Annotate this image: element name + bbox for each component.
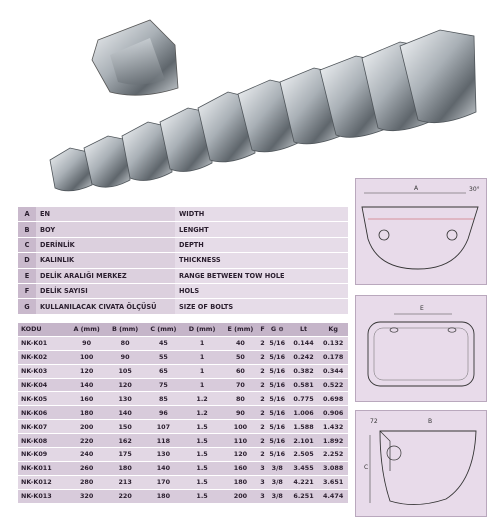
spec-cell: 110: [222, 434, 260, 448]
spec-cell: 3/8: [266, 475, 289, 489]
legend-key: A: [18, 207, 36, 222]
col-header: G ⊖: [266, 323, 289, 336]
spec-cell: 220: [67, 434, 106, 448]
col-header: KODU: [18, 323, 67, 336]
spec-cell: 0.906: [318, 406, 348, 420]
spec-cell: 240: [67, 448, 106, 462]
spec-cell: 1.432: [318, 420, 348, 434]
col-header: D (mm): [183, 323, 222, 336]
spec-cell: 120: [106, 378, 144, 392]
section-view-svg: [356, 411, 486, 516]
col-header: F: [259, 323, 266, 336]
spec-cell: 130: [106, 392, 144, 406]
spec-cell: 1.5: [183, 475, 222, 489]
spec-cell: 80: [106, 336, 144, 350]
spec-row: [18, 378, 348, 392]
spec-cell: 0.242: [289, 350, 319, 364]
spec-cell: 90: [222, 406, 260, 420]
product-code-cell: NK-K013: [18, 489, 67, 503]
spec-cell: 0.698: [318, 392, 348, 406]
legend-table: [18, 207, 348, 315]
spec-cell: 2.252: [318, 448, 348, 462]
legend-tr: DELİK ARALIĞI MERKEZ: [36, 268, 175, 283]
spec-cell: 70: [222, 378, 260, 392]
label-angle: 30°: [469, 186, 480, 193]
legend-row: [18, 283, 348, 298]
product-code-cell: NK-K011: [18, 461, 67, 475]
side-view-svg: [356, 179, 486, 284]
spec-cell: 160: [67, 392, 106, 406]
spec-cell: 0.382: [289, 364, 319, 378]
product-code-cell: NK-K04: [18, 378, 67, 392]
spec-cell: 5/16: [266, 350, 289, 364]
col-header: Lt: [289, 323, 319, 336]
spec-cell: 2: [259, 448, 266, 462]
spec-cell: 5/16: [266, 364, 289, 378]
legend-key: F: [18, 283, 36, 298]
legend-key: E: [18, 268, 36, 283]
col-header: A (mm): [67, 323, 106, 336]
spec-cell: 3.088: [318, 461, 348, 475]
spec-cell: 50: [222, 350, 260, 364]
spec-row: [18, 489, 348, 503]
product-code-cell: NK-K02: [18, 350, 67, 364]
spec-row: [18, 434, 348, 448]
spec-cell: 85: [144, 392, 182, 406]
spec-cell: 107: [144, 420, 182, 434]
drawing-section-view: [355, 410, 487, 517]
spec-cell: 1.588: [289, 420, 319, 434]
legend-en: HOLS: [175, 283, 348, 298]
spec-cell: 160: [222, 461, 260, 475]
legend-tr: KULLANILACAK CIVATA ÖLÇÜSÜ: [36, 299, 175, 314]
spec-cell: 3: [259, 461, 266, 475]
spec-cell: 40: [222, 336, 260, 350]
spec-cell: 0.132: [318, 336, 348, 350]
spec-cell: 100: [67, 350, 106, 364]
top-view-svg: [356, 296, 486, 401]
product-code-cell: NK-K03: [18, 364, 67, 378]
spec-cell: 1: [183, 364, 222, 378]
spec-row: [18, 461, 348, 475]
spec-cell: 0.344: [318, 364, 348, 378]
spec-cell: 5/16: [266, 392, 289, 406]
legend-en: SIZE OF BOLTS: [175, 299, 348, 314]
spec-cell: 5/16: [266, 434, 289, 448]
legend-tr: DERİNLİK: [36, 237, 175, 252]
spec-cell: 2: [259, 350, 266, 364]
spec-cell: 2: [259, 336, 266, 350]
spec-cell: 3.651: [318, 475, 348, 489]
legend-key: B: [18, 222, 36, 237]
spec-cell: 5/16: [266, 420, 289, 434]
spec-cell: 5/16: [266, 378, 289, 392]
spec-cell: 140: [67, 378, 106, 392]
drawing-side-view: [355, 178, 487, 285]
spec-cell: 3/8: [266, 489, 289, 503]
spec-cell: 0.178: [318, 350, 348, 364]
spec-cell: 0.522: [318, 378, 348, 392]
spec-cell: 5/16: [266, 448, 289, 462]
spec-cell: 1.892: [318, 434, 348, 448]
spec-cell: 140: [106, 406, 144, 420]
product-code-cell: NK-K01: [18, 336, 67, 350]
spec-cell: 4.474: [318, 489, 348, 503]
spec-table: [18, 323, 348, 504]
label-72: 72: [370, 418, 378, 425]
spec-cell: 2.505: [289, 448, 319, 462]
spec-cell: 1.5: [183, 420, 222, 434]
legend-row: [18, 299, 348, 314]
spec-cell: 60: [222, 364, 260, 378]
spec-cell: 2: [259, 392, 266, 406]
spec-row: [18, 475, 348, 489]
product-photo: [0, 0, 500, 200]
spec-cell: 3.455: [289, 461, 319, 475]
label-e: E: [420, 305, 424, 312]
spec-cell: 2: [259, 420, 266, 434]
col-header: C (mm): [144, 323, 182, 336]
spec-cell: 45: [144, 336, 182, 350]
legend-tr: KALINLIK: [36, 253, 175, 268]
spec-cell: 280: [67, 475, 106, 489]
spec-cell: 6.251: [289, 489, 319, 503]
product-code-cell: NK-K07: [18, 420, 67, 434]
spec-cell: 100: [222, 420, 260, 434]
spec-row: [18, 392, 348, 406]
legend-en: THICKNESS: [175, 253, 348, 268]
spec-cell: 5/16: [266, 336, 289, 350]
spec-cell: 120: [67, 364, 106, 378]
legend-en: RANGE BETWEEN TOW HOLE: [175, 268, 348, 283]
spec-cell: 2: [259, 406, 266, 420]
spec-cell: 3: [259, 475, 266, 489]
legend-tr: EN: [36, 207, 175, 222]
spec-cell: 320: [67, 489, 106, 503]
spec-cell: 118: [144, 434, 182, 448]
spec-cell: 120: [222, 448, 260, 462]
legend-tr: BOY: [36, 222, 175, 237]
spec-cell: 1.2: [183, 392, 222, 406]
spec-cell: 1.2: [183, 406, 222, 420]
spec-cell: 180: [67, 406, 106, 420]
spec-cell: 2: [259, 364, 266, 378]
spec-cell: 0.775: [289, 392, 319, 406]
spec-cell: 3: [259, 489, 266, 503]
spec-cell: 180: [106, 461, 144, 475]
spec-cell: 55: [144, 350, 182, 364]
spec-row: [18, 336, 348, 350]
label-b: B: [428, 418, 433, 425]
spec-header-row: [18, 323, 348, 336]
spec-cell: 1.5: [183, 434, 222, 448]
corner-piece-large: [92, 20, 178, 95]
spec-cell: 200: [67, 420, 106, 434]
drawing-top-view: [355, 295, 487, 402]
spec-cell: 2.101: [289, 434, 319, 448]
spec-cell: 150: [106, 420, 144, 434]
spec-cell: 75: [144, 378, 182, 392]
legend-row: [18, 207, 348, 222]
spec-cell: 1.5: [183, 489, 222, 503]
spec-cell: 260: [67, 461, 106, 475]
spec-row: [18, 350, 348, 364]
col-header: Kg: [318, 323, 348, 336]
spec-cell: 90: [106, 350, 144, 364]
legend-row: [18, 253, 348, 268]
legend-row: [18, 222, 348, 237]
legend-key: G: [18, 299, 36, 314]
legend-tr: DELİK SAYISI: [36, 283, 175, 298]
legend-en: WIDTH: [175, 207, 348, 222]
spec-cell: 1: [183, 350, 222, 364]
spec-cell: 65: [144, 364, 182, 378]
spec-cell: 4.221: [289, 475, 319, 489]
spec-cell: 5/16: [266, 406, 289, 420]
label-a: A: [414, 185, 419, 192]
spec-row: [18, 420, 348, 434]
spec-cell: 180: [222, 475, 260, 489]
spec-cell: 2: [259, 434, 266, 448]
spec-cell: 162: [106, 434, 144, 448]
product-code-cell: NK-K06: [18, 406, 67, 420]
spec-cell: 0.144: [289, 336, 319, 350]
spec-cell: 175: [106, 448, 144, 462]
spec-cell: 1.006: [289, 406, 319, 420]
legend-row: [18, 237, 348, 252]
col-header: B (mm): [106, 323, 144, 336]
product-code-cell: NK-K08: [18, 434, 67, 448]
legend-en: DEPTH: [175, 237, 348, 252]
legend-key: D: [18, 253, 36, 268]
spec-cell: 2: [259, 378, 266, 392]
label-c: C: [364, 464, 369, 471]
spec-cell: 96: [144, 406, 182, 420]
legend-row: [18, 268, 348, 283]
spec-cell: 1.5: [183, 461, 222, 475]
spec-cell: 200: [222, 489, 260, 503]
spec-cell: 1.5: [183, 448, 222, 462]
spec-cell: 130: [144, 448, 182, 462]
spec-cell: 180: [144, 489, 182, 503]
spec-cell: 90: [67, 336, 106, 350]
spec-cell: 80: [222, 392, 260, 406]
product-code-cell: NK-K09: [18, 448, 67, 462]
legend-en: LENGHT: [175, 222, 348, 237]
spec-row: [18, 406, 348, 420]
spec-cell: 0.581: [289, 378, 319, 392]
spec-cell: 1: [183, 378, 222, 392]
spec-row: [18, 448, 348, 462]
spec-cell: 170: [144, 475, 182, 489]
spec-cell: 140: [144, 461, 182, 475]
spec-cell: 1: [183, 336, 222, 350]
spec-cell: 213: [106, 475, 144, 489]
col-header: E (mm): [222, 323, 260, 336]
spec-cell: 3/8: [266, 461, 289, 475]
spec-cell: 105: [106, 364, 144, 378]
legend-key: C: [18, 237, 36, 252]
spec-cell: 220: [106, 489, 144, 503]
product-code-cell: NK-K012: [18, 475, 67, 489]
product-code-cell: NK-K05: [18, 392, 67, 406]
spec-row: [18, 364, 348, 378]
